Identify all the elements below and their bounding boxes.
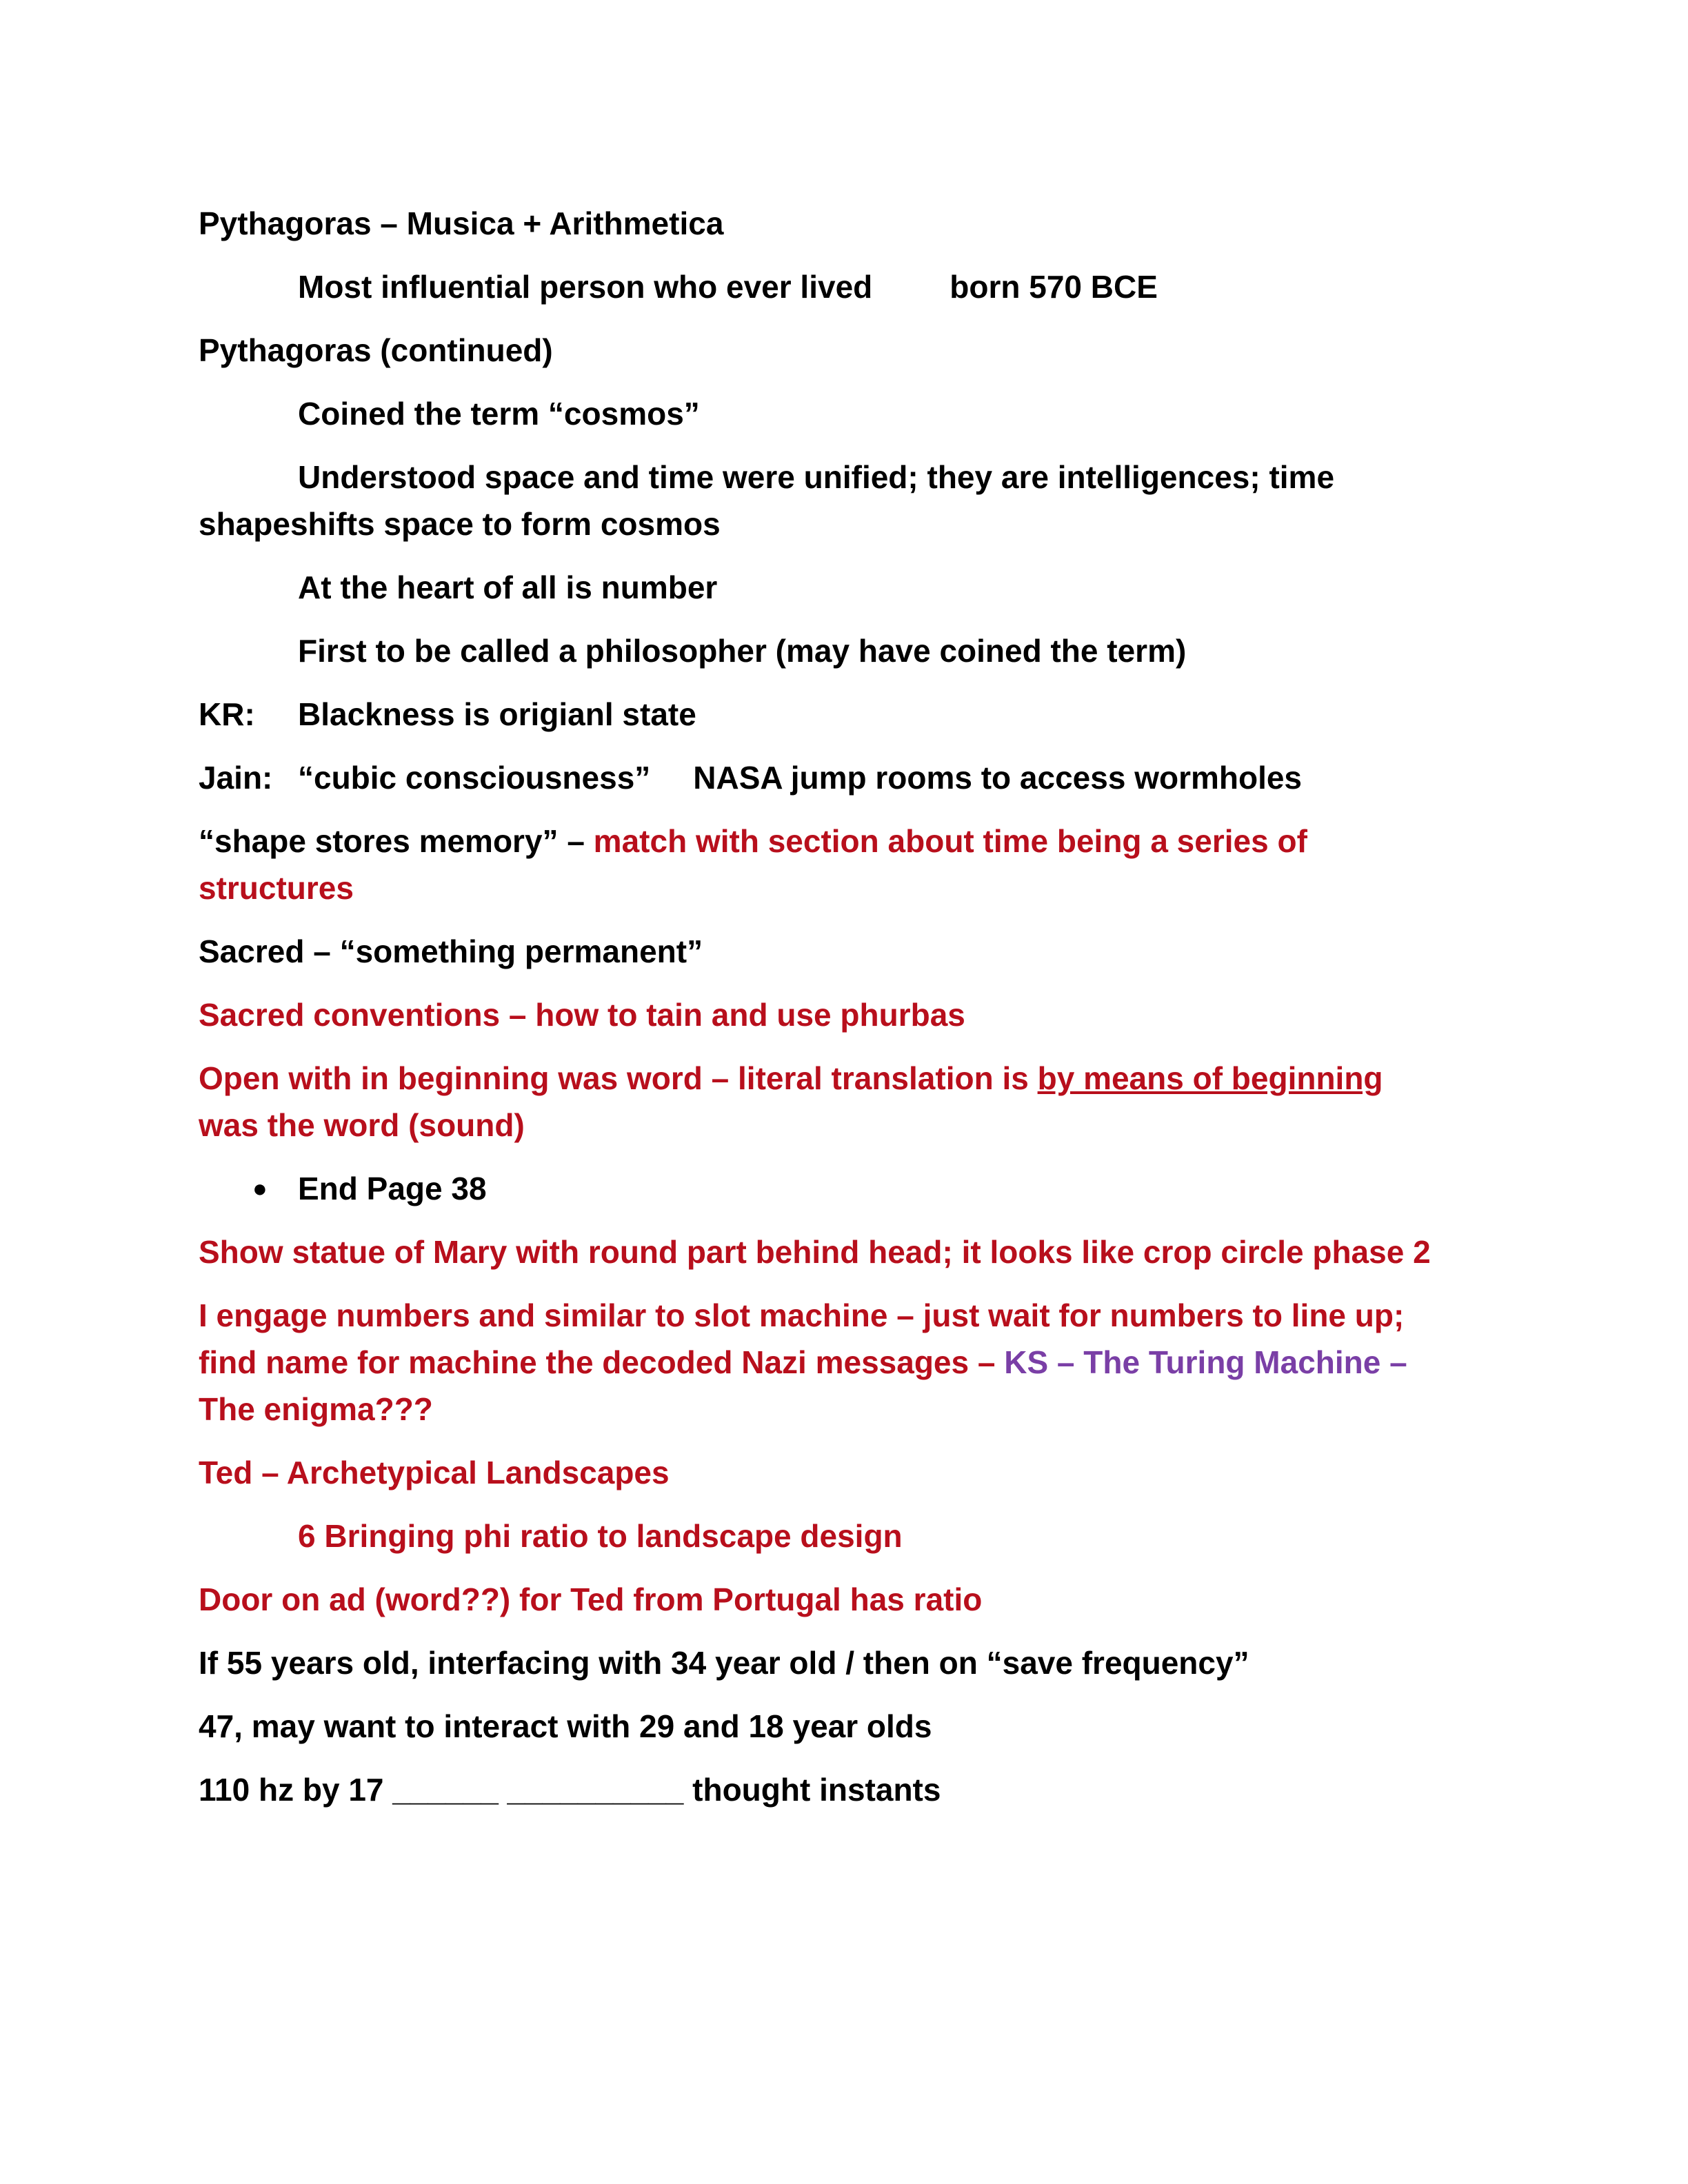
note-sacred: Sacred – “something permanent” <box>199 933 703 969</box>
heading-pythagoras-continued: Pythagoras (continued) <box>199 332 553 368</box>
note-heart-number: At the heart of all is number <box>298 569 718 605</box>
note-ted-landscapes: Ted – Archetypical Landscapes <box>199 1455 670 1490</box>
note-sacred-conventions: Sacred conventions – how to tain and use phurbas <box>199 997 965 1033</box>
heading-pythagoras: Pythagoras – Musica + Arithmetica <box>199 205 724 241</box>
note-47: 47, may want to interact with 29 and 18 year olds <box>199 1708 932 1744</box>
note-110hz: 110 hz by 17 ______ __________ thought instants <box>199 1772 941 1808</box>
note-door-portugal: Door on ad (word??) for Ted from Portugal has ratio <box>199 1581 983 1617</box>
note-philosopher: First to be called a philosopher (may have coined the term) <box>298 633 1187 669</box>
note-space-time: Understood space and time were unified; they are intelligences; time shapeshifts space to form cosmos <box>199 459 1335 542</box>
note-statue-mary: Show statue of Mary with round part behind head; it looks like crop circle phase 2 <box>199 1234 1431 1270</box>
bullet-end-page: ● End Page 38 <box>199 1165 1523 1212</box>
notes-body <box>199 200 1523 1830</box>
note-jain: Jain: “cubic consciousness” NASA jump rooms to access wormholes <box>199 760 1303 796</box>
note-cosmos-term: Coined the term “cosmos” <box>298 396 700 432</box>
note-open-with-word: Open with in beginning was word – literal translation is by means of beginning was the word (sound) <box>199 1060 1383 1143</box>
note-phi-ratio: 6 Bringing phi ratio to landscape design <box>298 1518 903 1554</box>
note-shape-memory: “shape stores memory” – match with section about time being a series of structures <box>199 823 1307 906</box>
note-slot-machine: I engage numbers and similar to slot machine – just wait for numbers to line up; find name for machine the decoded Nazi messages – KS – The Turing Machine – The enigma??? <box>199 1297 1407 1427</box>
note-kr: KR: Blackness is origianl state <box>199 696 696 732</box>
note-most-influential: Most influential person who ever lived born 570 BCE <box>298 269 1158 305</box>
note-55-years: If 55 years old, interfacing with 34 year old / then on “save frequency” <box>199 1645 1249 1681</box>
bullet-icon: ● <box>252 1174 268 1202</box>
